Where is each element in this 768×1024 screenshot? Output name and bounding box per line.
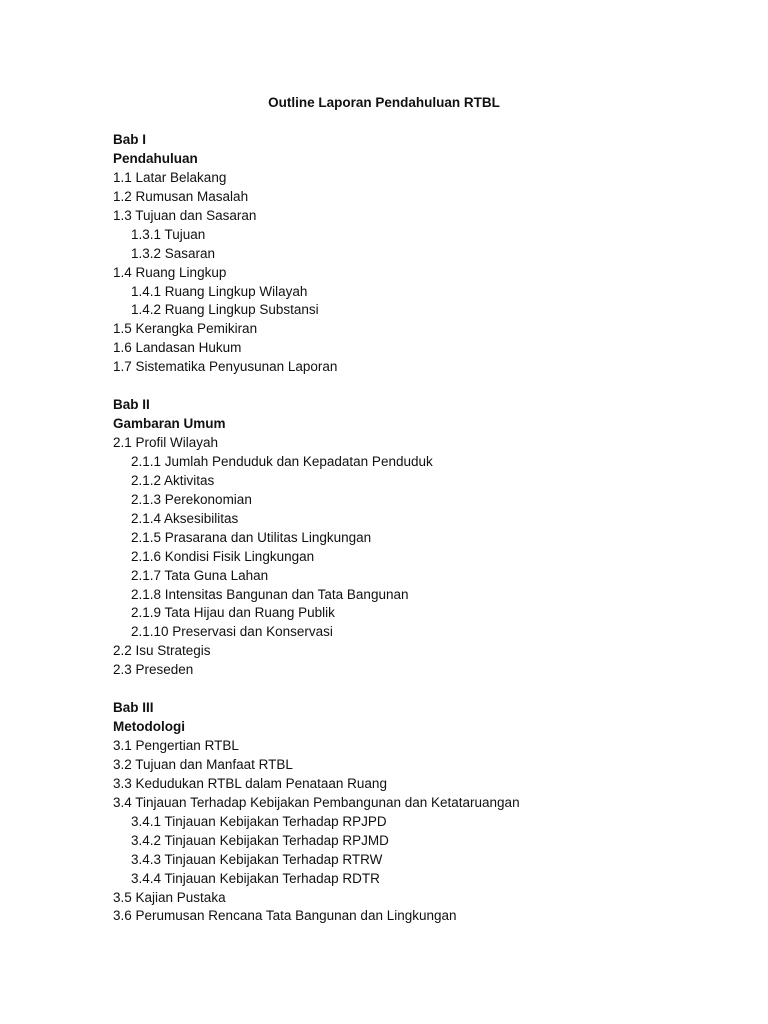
chapter-label: Bab II (113, 397, 150, 413)
outline-item: 3.3 Kedudukan RTBL dalam Penataan Ruang (113, 775, 387, 791)
chapter-name: Gambaran Umum (113, 416, 226, 432)
section-gap (113, 680, 733, 699)
outline-item: 3.6 Perumusan Rencana Tata Bangunan dan Lingkungan (113, 908, 457, 924)
outline-subitem: 2.1.7 Tata Guna Lahan (131, 567, 269, 583)
outline-subitem: 1.3.1 Tujuan (131, 226, 206, 242)
outline-subitem: 1.4.1 Ruang Lingkup Wilayah (131, 283, 308, 299)
document-title: Outline Laporan Pendahuluan RTBL (268, 95, 500, 110)
outline-subitem: 3.4.3 Tinjauan Kebijakan Terhadap RTRW (131, 851, 383, 867)
outline-item: 1.2 Rumusan Masalah (113, 188, 249, 204)
outline-item: 2.2 Isu Strategis (113, 643, 211, 659)
outline-subitem: 2.1.5 Prasarana dan Utilitas Lingkungan (131, 529, 372, 545)
outline-subitem: 2.1.9 Tata Hijau dan Ruang Publik (131, 605, 335, 621)
outline-item: 3.2 Tujuan dan Manfaat RTBL (113, 756, 293, 772)
outline-subitem: 2.1.8 Intensitas Bangunan dan Tata Bangunan (131, 586, 409, 602)
outline-subitem: 2.1.10 Preservasi dan Konservasi (131, 624, 333, 640)
outline-item: 1.3 Tujuan dan Sasaran (113, 207, 257, 223)
chapter-name: Pendahuluan (113, 150, 198, 166)
outline-subitem: 2.1.2 Aktivitas (131, 472, 215, 488)
section-gap (113, 377, 733, 396)
outline-item: 1.6 Landasan Hukum (113, 340, 242, 356)
outline-item: 2.3 Preseden (113, 662, 194, 678)
outline-subitem: 2.1.4 Aksesibilitas (131, 510, 239, 526)
outline-item: 2.1 Profil Wilayah (113, 435, 219, 450)
outline-subitem: 1.3.2 Sasaran (131, 245, 216, 261)
outline-subitem: 3.4.2 Tinjauan Kebijakan Terhadap RPJMD (131, 832, 389, 848)
outline-subitem: 2.1.1 Jumlah Penduduk dan Kepadatan Penduduk (131, 453, 433, 469)
chapter-label: Bab I (113, 132, 147, 147)
chapter-label: Bab III (113, 700, 154, 716)
outline-subitem: 3.4.4 Tinjauan Kebijakan Terhadap RDTR (131, 870, 380, 886)
chapter-name: Metodologi (113, 719, 185, 735)
outline-item: 3.4 Tinjauan Terhadap Kebijakan Pembangunan dan Ketataruangan (113, 794, 520, 810)
outline-list (113, 131, 733, 926)
outline-item: 1.5 Kerangka Pemikiran (113, 321, 258, 337)
outline-subitem: 1.4.2 Ruang Lingkup Substansi (131, 302, 319, 318)
outline-item: 3.1 Pengertian RTBL (113, 738, 239, 753)
outline-item: 3.5 Kajian Pustaka (113, 889, 226, 905)
outline-item: 1.7 Sistematika Penyusunan Laporan (113, 359, 338, 375)
outline-subitem: 2.1.6 Kondisi Fisik Lingkungan (131, 548, 315, 564)
outline-item: 1.1 Latar Belakang (113, 169, 227, 185)
outline-item: 1.4 Ruang Lingkup (113, 264, 227, 280)
outline-subitem: 3.4.1 Tinjauan Kebijakan Terhadap RPJPD (131, 813, 387, 829)
outline-subitem: 2.1.3 Perekonomian (131, 491, 252, 507)
